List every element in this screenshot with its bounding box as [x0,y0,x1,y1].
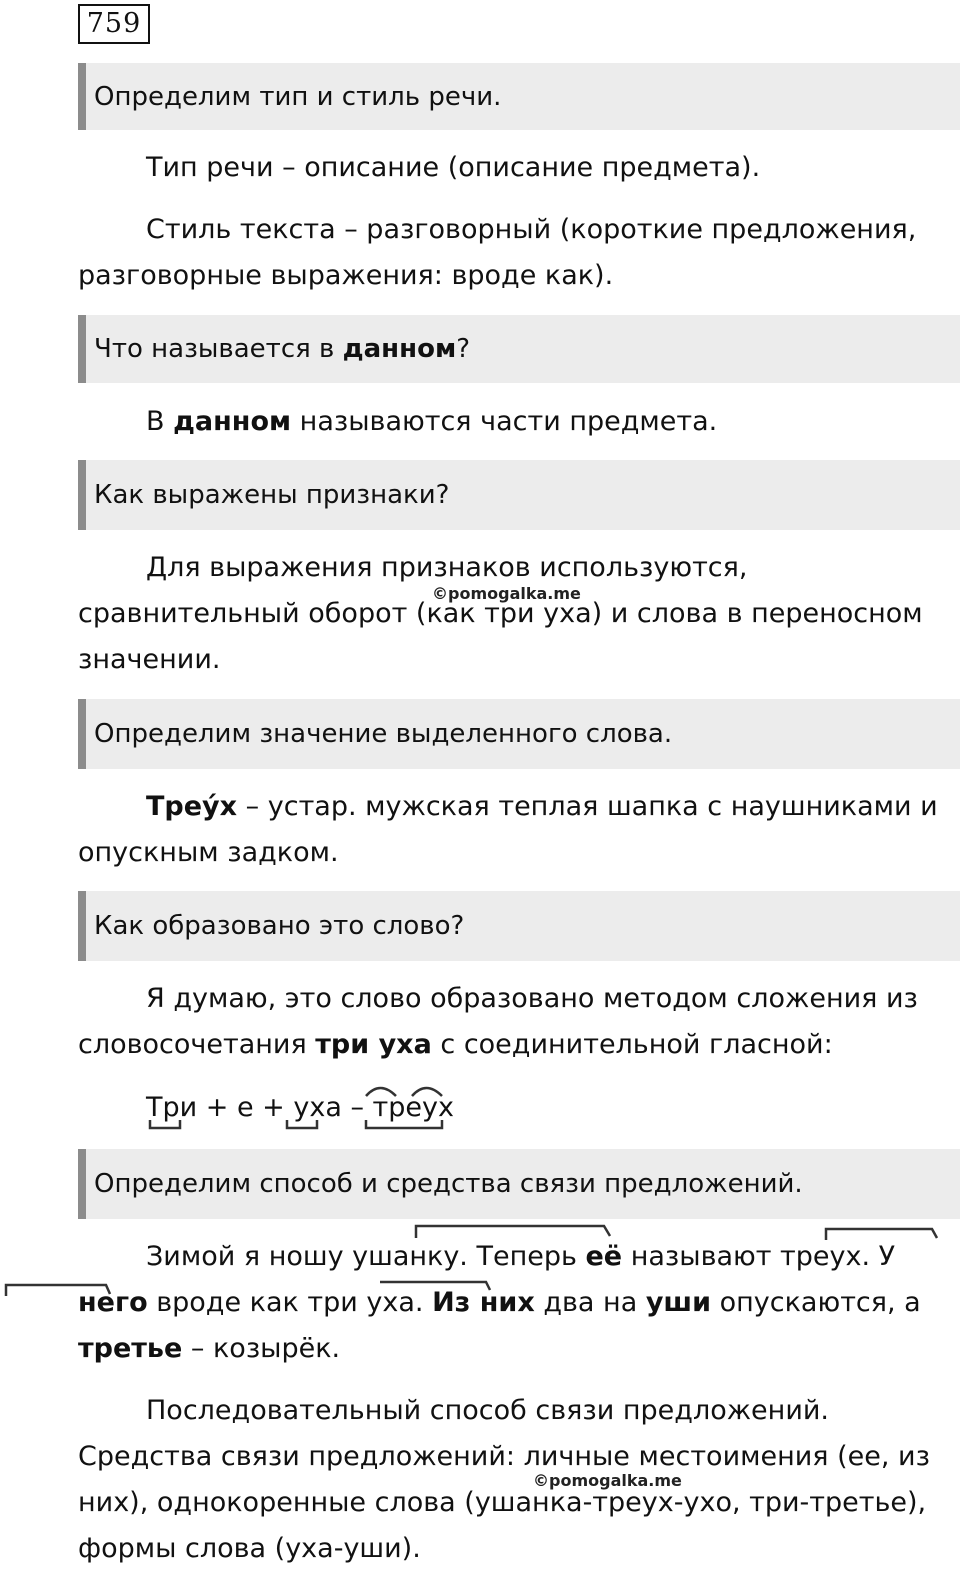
answer-formation [78,976,954,1068]
bold-word: данном [173,406,292,437]
bold-word: Из них [432,1287,535,1318]
question-meaning [78,699,960,769]
text-part: с соединительной гласной: [431,1029,833,1060]
answer-meaning [78,784,954,876]
text-part: Я думаю, это слово образовано методом сложения из словосочетания [78,983,918,1060]
answer-style: Стиль текста – разговорный (короткие предложения, разговорные выражения: вроде как). [78,214,917,291]
question-formation [78,891,960,961]
answer-features: Для выражения признаков используются, сравнительный оборот (как три уха) и слова в переносном значении. [78,552,923,675]
question-text: Определим способ и средства связи предложений. [94,1169,803,1199]
bold-word: него [78,1287,148,1318]
text-part: ? [456,334,471,364]
text-part: вроде как три уха. [147,1287,433,1318]
text-part: – устар. мужская теплая шапка с наушниками и опускным задком. [78,791,938,868]
text-part: называют треух. У [622,1241,896,1272]
text-part: Что называется в [94,334,343,364]
bold-word: Треу́х [146,791,238,822]
bold-word: данном [342,334,457,364]
text-part: Зимой я ношу ушанку. Теперь [146,1241,586,1272]
question-text: Определим значение выделенного слова. [94,719,673,749]
question-features [78,460,960,530]
example-text [78,1234,954,1372]
text-part: два на [534,1287,646,1318]
question-type-style [78,63,960,130]
text-part: В [146,406,174,437]
question-text: Как образовано это слово? [94,911,465,941]
question-text: Определим тип и стиль речи. [94,81,502,112]
text-part: называются части предмета. [291,406,718,437]
bold-word: её [585,1241,623,1272]
question-text: Как выражены признаки? [94,480,450,510]
watermark: ©pomogalka.me [432,584,581,603]
answer-connection: Последовательный способ связи предложений. Средства связи предложений: личные местоимения (ее, из них), однокоренные слова (ушанка-треух-ухо, три-третье), формы слова (уха-уши). [78,1395,930,1564]
answer-type: Тип речи – описание (описание предмета). [146,152,761,183]
question-connection [78,1149,960,1219]
bold-word: уши [645,1287,712,1318]
task-number: 759 [78,4,150,44]
question-named [78,315,960,383]
answer-named [78,399,954,445]
bold-word: третье [78,1333,183,1364]
watermark: ©pomogalka.me [533,1471,682,1490]
question-text [94,334,470,364]
text-part: – козырёк. [182,1333,341,1364]
text-part: опускаются, а [711,1287,921,1318]
bold-word: три уха [315,1029,432,1060]
morpheme-formula: Три + е + уха – треух [146,1092,454,1123]
